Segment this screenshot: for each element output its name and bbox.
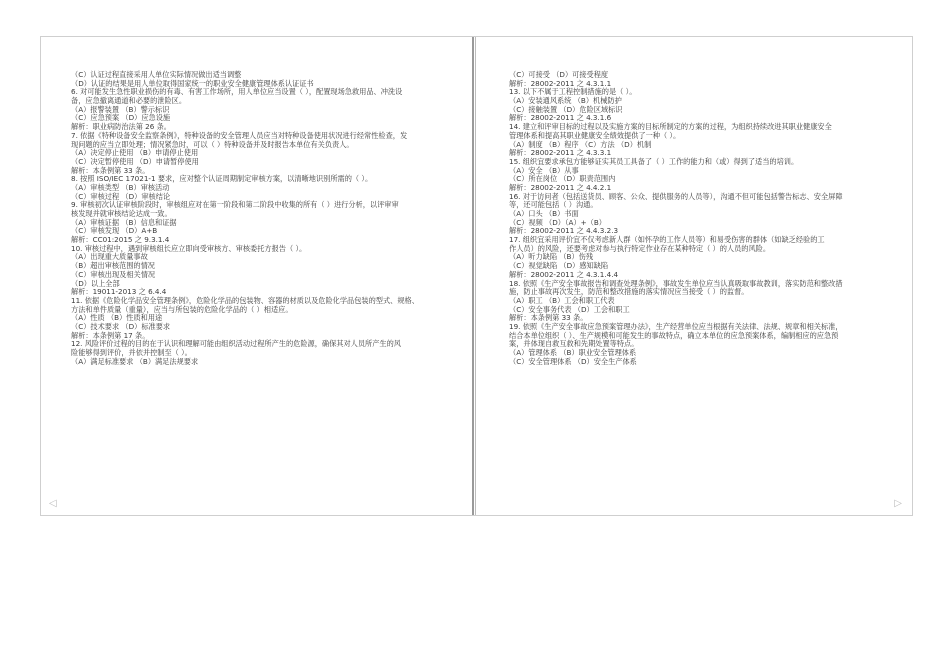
text-line: （C）接触装置 （D）危险区域标识 (509, 104, 623, 114)
text-line: （A）出现重大质量事故 (71, 252, 148, 262)
text-line: 案，并体现自救互救和先期处置等特点。 (509, 339, 639, 349)
text-line: （C）安全管理体系 （D）安全生产体系 (509, 356, 637, 366)
text-line: （C）视觉缺陷 （D）感知缺陷 (509, 261, 609, 271)
previous-page-arrow-icon[interactable]: ◁ (49, 498, 57, 509)
text-line: 结合本单位组织（ ）、生产规模和可能发生的事故特点，确立本单位的应急预案体系，编制相应的应急预 (509, 330, 839, 340)
text-line: 13. 以下不属于工程控制措施的是（ ）。 (509, 87, 637, 97)
text-line: 解析：28002-2011 之 4.3.1.4.4 (509, 269, 619, 279)
text-line: （A）安全 （B）从事 (509, 165, 579, 175)
text-line: 15. 组织宜要求承包方能够证实其员工具备了（ ）工作的能力和（或）得到了适当的培训。 (509, 156, 799, 166)
text-line: 7. 依据《特种设备安全监察条例》，特种设备的安全管理人员应当对特种设备使用状况进行经常性检查，发 (71, 130, 408, 140)
text-line: （C）视频 （D）（A）+（B） (509, 217, 606, 227)
text-line: 14. 建立和评审目标的过程以及实施方案的目标所制定的方案的过程，为组织持续改进其职业健康安全 (509, 122, 832, 132)
text-line: （C）应急预案 （D）应急设施 (71, 113, 171, 123)
text-line: 解析：CC01:2015 之 9.3.1.4 (71, 235, 170, 245)
text-line: （A）性质 （B）性质和用途 (71, 313, 163, 323)
text-line: 核发现并就审核结论达成一致。 (71, 209, 172, 218)
right-page (475, 37, 913, 515)
next-page-arrow-icon[interactable]: ▷ (894, 498, 902, 509)
text-line: 16. 对于访问者（包括送货员、顾客、公众、提供服务的人员等），沟通不但可能包括警告标志、安全屏障 (509, 191, 843, 201)
right-page-content (509, 71, 901, 366)
text-line: （A）满足标准要求 （B）满足法规要求 (71, 356, 199, 366)
text-line: 8. 按照 ISO/IEC 17021-1 要求，应对整个认证周期制定审核方案，以清晰地识别所需的（ ）。 (71, 174, 373, 184)
text-line: 解析：本条例第 33 条。 (509, 313, 588, 323)
text-line: 17. 组织宜采用评价宜不仅考虑新人群（如怀孕的工作人员等）和易受伤害的群体（如缺乏经验的工 (509, 235, 825, 245)
text-line: （C）技术要求 （D）标准要求 (71, 321, 171, 331)
text-line: 解析：28002-2011 之 4.4.3.2.3 (509, 226, 619, 236)
text-line: 解析：28002-2011 之 4.3.3.1 (509, 148, 612, 158)
text-line: （A）决定停止使用 （B）申请停止使用 (71, 148, 199, 158)
text-line: 险能够得到评价，并依并控制至（ ）。 (71, 348, 192, 357)
text-line: 解析：28002-2011 之 4.4.2.1 (509, 182, 612, 192)
text-line: 18. 依照《生产安全事故报告和调查处理条例》，事故发生单位应当认真吸取事故教训，落实防范和整改措 (509, 278, 843, 288)
text-line: （C）审核出现及相关情况 (71, 269, 156, 279)
text-line: （A）制度 （B）程序 （C）方法 （D）机制 (509, 139, 652, 149)
text-line: （A）口头 （B）书面 (509, 209, 579, 218)
document-spread (40, 36, 913, 516)
text-line: （A）安装通风系统 （B）机械防护 (509, 96, 622, 106)
text-line: 解析：28002-2011 之 4.3.1.6 (509, 113, 612, 123)
left-page (41, 37, 474, 515)
left-page-content (71, 71, 462, 366)
text-line: 19. 依照《生产安全事故应急预案管理办法》，生产经营单位应当根据有关法律、法规、规章和相关标准， (509, 321, 843, 331)
text-line: 解析：本条例第 17 条。 (71, 330, 150, 340)
text-line: （C）审核发现 （D）A+B (71, 226, 158, 236)
text-line: （A）审核类型 （B）审核活动 (71, 182, 170, 192)
text-line: 等，还可能包括（ ）沟通。 (509, 200, 598, 210)
text-line: （A）管理体系 （B）职业安全管理体系 (509, 348, 637, 357)
text-line: 解析：28002-2011 之 4.3.1.1 (509, 78, 612, 88)
text-line: 9. 审核初次认证审核阶段时，审核组应对在第一阶段和第二阶段中收集的所有（ ）进行分析，以评审审 (71, 200, 399, 210)
text-line: （D）认证的结果是用人单位取得国家统一的职业安全健康管理体系认证证书 (71, 78, 314, 88)
text-line: 解析：19011-2013 之 6.4.4 (71, 287, 167, 297)
text-line: （B）超出审核范围的情况 (71, 261, 155, 271)
text-line: 现问题的应当立即处理；情况紧急时，可以（ ）特种设备并及时报告本单位有关负责人。 (71, 139, 354, 149)
text-line: 解析：职业病防治法第 26 条。 (71, 122, 171, 132)
text-line: （A）听力缺陷 （B）伤残 (509, 252, 594, 262)
text-line: 10. 审核过程中，遇到审核组长应立即向受审核方、审核委托方报告（ ）。 (71, 243, 307, 253)
text-line: 管理体系和提高其职业健康安全绩效提供了一种（ ）。 (509, 130, 681, 140)
text-line: （C）安全事务代表 （D）工会和职工 (509, 304, 630, 314)
text-line: （A）审核证据 （B）信息和证据 (71, 217, 177, 227)
text-line: （C）审核过程 （D）审核结论 (71, 191, 171, 201)
text-line: （C）决定暂停使用 （D）申请暂停使用 (71, 156, 199, 166)
text-line: 11. 依据《危险化学品安全管理条例》，危险化学品的包装物、容器的材质以及危险化学品包装的型式、规格、 (71, 295, 419, 305)
text-line: （A）报警装置 （B）警示标识 (71, 104, 170, 114)
text-line: （C）可接受 （D）可接受程度 (509, 70, 609, 79)
text-line: 备，应急撤离通道和必要的泄险区。 (71, 96, 187, 106)
text-line: （C）认证过程直接采用人单位实际情况做出适当调整 (71, 70, 242, 79)
text-line: 6. 对可能发生急性职业损伤的有毒、有害工作场所，用人单位应当设置（ ），配置现场急救用品、冲洗设 (71, 87, 403, 97)
text-line: （D）以上全部 (71, 278, 120, 288)
text-line: 施，防止事故再次发生，防范和整改措施的落实情况应当接受（ ）的监督。 (509, 287, 749, 297)
text-line: 作人员）的风险，还要考虑对参与执行特定作业存在某种特定（ ）的人员的风险。 (509, 243, 771, 253)
text-line: 12. 风险评价过程的目的在于认识和理解可能由组织活动过程所产生的危险源，确保其对人员所产生的风 (71, 339, 401, 349)
text-line: （C）所在岗位 （D）职责范围内 (509, 174, 616, 184)
text-line: （A）职工 （B）工会和职工代表 (509, 295, 615, 305)
text-line: 解析：本条例第 33 条。 (71, 165, 150, 175)
text-line: 方法和单件质量（重量），应当与所包装的危险化学品的（ ）相适应。 (71, 304, 293, 314)
